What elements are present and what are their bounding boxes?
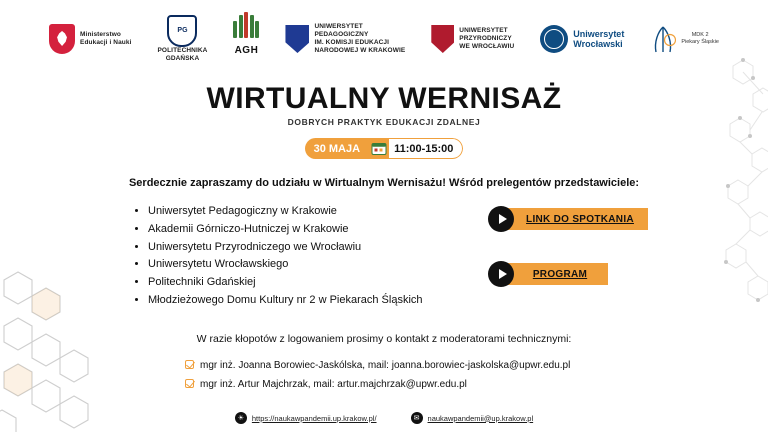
contact-text: mgr inż. Artur Majchrzak, mail: artur.majchrzak@upwr.edu.pl — [200, 379, 467, 390]
ministry-logo-caption: Ministerstwo Edukacji i Nauki — [80, 30, 132, 46]
uniwersytet-pedagogiczny-caption: UNIWERSYTET PEDAGOGICZNY IM. KOMISJI EDUKACJI NARODOWEJ W KRAKOWIE — [314, 22, 406, 55]
play-icon[interactable] — [488, 261, 514, 287]
page-title: WIRTUALNY WERNISAŻ — [206, 82, 562, 115]
hex-pattern-left-decoration — [0, 262, 120, 432]
event-date: 30 MAJA — [305, 138, 369, 159]
uniwersytet-przyrodniczy-logo — [431, 12, 514, 66]
list-item: • Akademii Górniczo-Hutniczej w Krakowie — [148, 221, 423, 239]
email-link-item[interactable] — [411, 412, 534, 424]
polish-eagle-icon — [49, 24, 75, 54]
envelope-icon: ✉ — [411, 412, 423, 424]
check-icon — [185, 360, 194, 369]
list-item: • Politechniki Gdańskiej — [148, 274, 423, 292]
footer-links — [0, 412, 768, 424]
event-datetime-badge — [305, 138, 464, 159]
politechnika-gdanska-caption: POLITECHNIKA GDAŃSKA — [157, 46, 208, 62]
play-icon[interactable] — [488, 206, 514, 232]
program-row[interactable] — [488, 261, 608, 287]
agh-logo-text: AGH — [234, 45, 259, 56]
page-subtitle: DOBRYCH PRAKTYK EDUKACJI ZDALNEJ — [287, 117, 481, 127]
ministry-logo — [49, 12, 131, 66]
list-item: • Uniwersytet Pedagogiczny w Krakowie — [148, 203, 423, 221]
pg-crest-icon: PG — [167, 15, 197, 47]
participants-list — [130, 203, 423, 310]
email-link[interactable]: naukawpandemii@up.krakow.pl — [427, 413, 534, 423]
website-link-item[interactable] — [235, 412, 377, 424]
mdk-caption: MDK 2 Piekary Śląskie — [681, 32, 719, 45]
list-item: • Młodzieżowego Domu Kultury nr 2 w Piekarach Śląskich — [148, 292, 423, 310]
uniwersytet-przyrodniczy-caption: UNIWERSYTET PRZYRODNICZY WE WROCŁAWIU — [459, 26, 515, 51]
event-time: 11:00-15:00 — [389, 138, 463, 159]
mdk-emblem-icon — [650, 24, 676, 54]
check-icon — [185, 379, 194, 388]
uniwersytet-wroclawski-caption: Uniwersytet Wrocławski — [573, 28, 625, 49]
program-button[interactable]: PROGRAM — [508, 263, 608, 285]
upwr-crest-icon — [431, 25, 454, 53]
list-item: • Uniwersytetu Wrocławskiego — [148, 256, 423, 274]
uniwersytet-pedagogiczny-logo — [285, 12, 405, 66]
contact-heading: W razie kłopotów z logowaniem prosimy o kontakt z moderatorami technicznymi: — [196, 333, 572, 345]
uwr-seal-icon — [540, 25, 568, 53]
agh-logo — [233, 12, 259, 66]
event-datetime-badge-wrap — [0, 138, 768, 159]
invitation-text: Serdecznie zapraszamy do udziału w Wirtualnym Wernisażu! Wśród prelegentów przedstawiciele: — [128, 177, 640, 189]
meeting-link-button[interactable]: LINK DO SPOTKANIA — [508, 208, 648, 230]
meeting-link-row[interactable] — [488, 206, 648, 232]
globe-icon: ☀ — [235, 412, 247, 424]
list-item: • Uniwersytetu Przyrodniczego we Wrocławiu — [148, 239, 423, 257]
calendar-icon — [369, 138, 389, 159]
uniwersytet-wroclawski-logo — [540, 12, 624, 66]
contact-text: mgr inż. Joanna Borowiec-Jaskólska, mail: joanna.borowiec-jaskolska@upwr.edu.pl — [200, 360, 571, 371]
contact-list — [185, 356, 570, 394]
website-link[interactable]: https://naukawpandemii.up.krakow.pl/ — [251, 413, 377, 423]
mdk-logo — [650, 12, 719, 66]
up-crest-icon — [285, 25, 309, 53]
contact-row — [185, 375, 570, 394]
contact-row — [185, 356, 570, 375]
partner-logos-strip — [0, 8, 768, 70]
politechnika-gdanska-logo — [158, 12, 208, 66]
agh-bars-icon — [233, 12, 259, 38]
